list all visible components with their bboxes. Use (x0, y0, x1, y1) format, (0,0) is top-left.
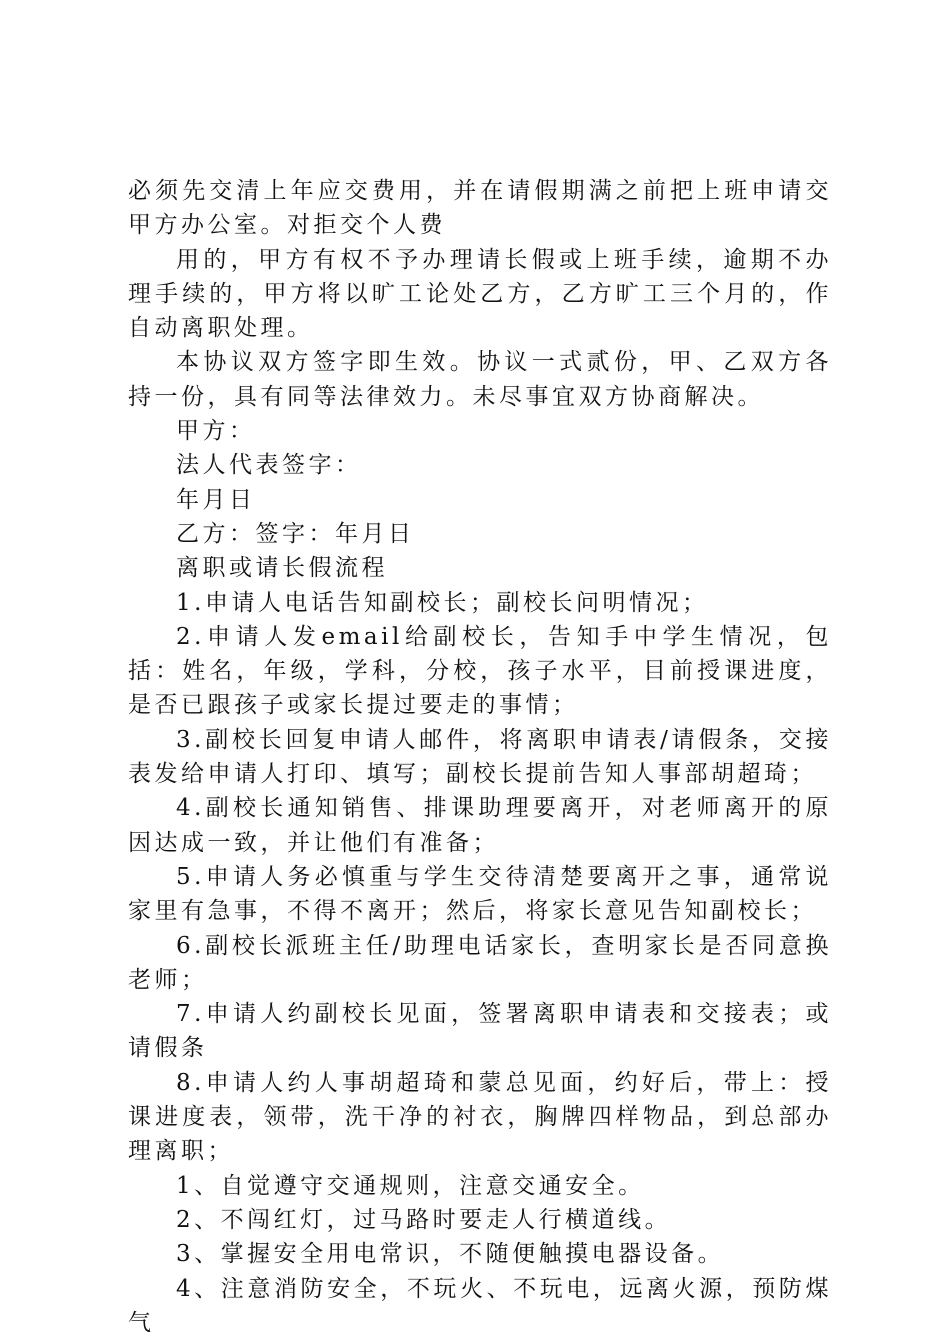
step-6: 6.副校长派班主任/助理电话家长，查明家长是否同意换老师； (128, 932, 832, 993)
step-7: 7.申请人约副校长见面，签署离职申请表和交接表；或请假条 (128, 1001, 832, 1062)
safety-item-4: 4、注意消防安全，不玩火、不玩电，远离火源，预防煤气 (128, 1275, 832, 1336)
party-a-label: 甲方： (176, 418, 256, 445)
safety-item-3: 3、掌握安全用电常识，不随便触摸电器设备。 (176, 1241, 725, 1268)
step-8: 8.申请人约人事胡超琦和蒙总见面，约好后，带上：授课进度表，领带，洗干净的衬衣，胸牌四样物品，到总部办理离职； (128, 1069, 832, 1165)
legal-rep-signature-label: 法人代表签字： (176, 452, 362, 479)
paragraph-3: 本协议双方签字即生效。协议一式贰份，甲、乙双方各持一份，具有同等法律效力。未尽事宜双方协商解决。 (128, 349, 832, 410)
date-label-a: 年月日 (176, 486, 256, 513)
paragraph-1: 必须先交清上年应交费用，并在请假期满之前把上班申请交甲方办公室。对拒交个人费 (128, 178, 832, 239)
party-b-signature-line: 乙方：签字：年月日 (176, 520, 415, 547)
step-2: 2.申请人发email给副校长，告知手中学生情况，包括：姓名，年级，学科，分校，孩子水平，目前授课进度，是否已跟孩子或家长提过要走的事情； (128, 623, 832, 719)
section-heading: 离职或请长假流程 (176, 555, 388, 582)
paragraph-2: 用的，甲方有权不予办理请长假或上班手续，逾期不办理手续的，甲方将以旷工论处乙方，乙方旷工三个月的，作自动离职处理。 (128, 246, 832, 342)
step-5: 5.申请人务必慎重与学生交待清楚要离开之事，通常说家里有急事，不得不离开；然后，将家长意见告知副校长； (128, 863, 832, 925)
step-3: 3.副校长回复申请人邮件，将离职申请表/请假条，交接表发给申请人打印、填写；副校长提前告知人事部胡超琦； (128, 726, 832, 788)
safety-item-2: 2、不闯红灯，过马路时要走人行横道线。 (176, 1206, 672, 1233)
step-1: 1.申请人电话告知副校长；副校长问明情况； (176, 589, 709, 616)
document-body (128, 174, 832, 1340)
step-4: 4.副校长通知销售、排课助理要离开，对老师离开的原因达成一致，并让他们有准备； (128, 795, 832, 856)
safety-item-1: 1、自觉遵守交通规则，注意交通安全。 (176, 1172, 645, 1199)
